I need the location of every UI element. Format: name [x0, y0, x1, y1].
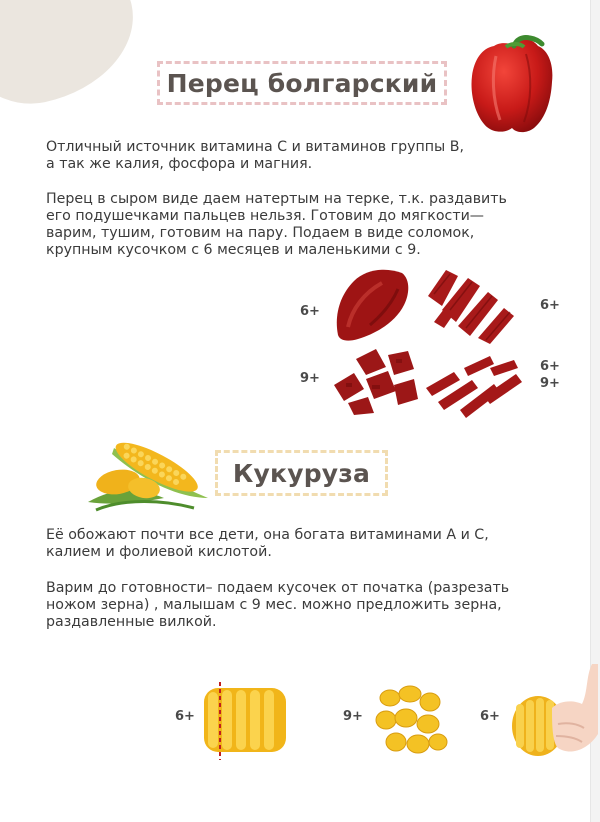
pepper-title: Перец болгарский: [166, 68, 438, 98]
pepper-strips-image: [424, 266, 516, 346]
pepper-title-frame: [157, 61, 447, 105]
decorative-blob: [0, 0, 148, 117]
corn-in-hand-image: [508, 664, 598, 764]
bell-pepper-image: [466, 34, 558, 134]
pepper-small-pieces-image: [328, 345, 420, 417]
corn-title-frame: [215, 450, 388, 496]
pepper-paragraph-2: Перец в сыром виде даем натертым на терке, т.к. раздавить его подушечками пальцев нельзя. Готовим до мягкости— варим, тушим, готовим на пару. Подаем в виде соломок, крупным кусочком с 6 месяцев и маленькими с 9.: [46, 191, 507, 258]
age-label: 9+: [343, 709, 363, 724]
corn-paragraph-2: Варим до готовности– подаем кусочек от початка (разрезать ножом зерна) , малышам с 9 мес. можно предложить зерна, раздавленные вилкой.: [46, 580, 510, 630]
pepper-diced-strips-image: [424, 350, 524, 420]
age-label: 6+: [175, 709, 195, 724]
pepper-paragraph-1: Отличный источник витамина С и витаминов группы В, а так же калия, фосфора и магния.: [46, 139, 464, 172]
pepper-large-piece-image: [330, 265, 412, 343]
age-label: 6+: [540, 359, 560, 374]
age-label: 9+: [300, 371, 320, 386]
corn-cobs-image: [84, 428, 212, 512]
age-label: 6+: [540, 298, 560, 313]
corn-cob-piece-image: [200, 682, 290, 760]
age-label: 6+: [300, 304, 320, 319]
age-label: 6+: [480, 709, 500, 724]
corn-title: Кукуруза: [232, 458, 371, 488]
corn-kernels-image: [372, 684, 450, 756]
age-label: 9+: [540, 376, 560, 391]
corn-paragraph-1: Её обожают почти все дети, она богата витаминами А и С, калием и фолиевой кислотой.: [46, 527, 489, 560]
